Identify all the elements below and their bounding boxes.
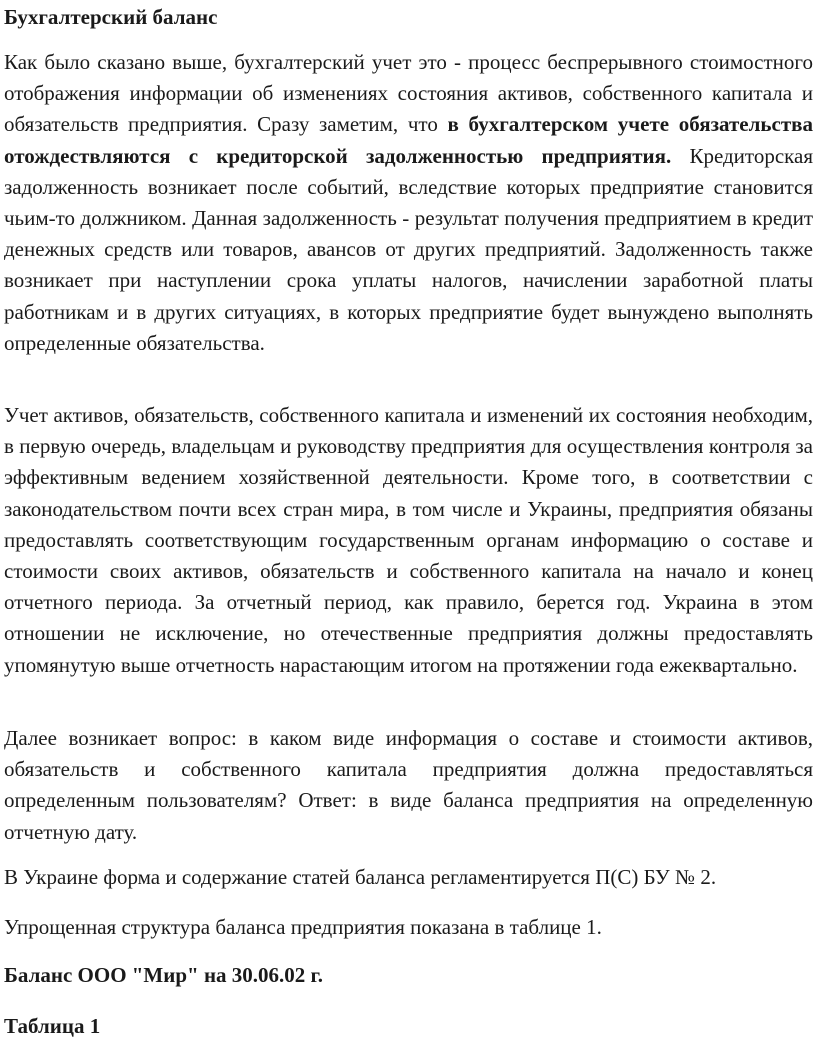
balance-heading: Баланс ООО "Мир" на 30.06.02 г.: [4, 963, 323, 987]
paragraph-text: Кредиторская задолженность возникает после событий, вследствие которых предприятие становится чьим-то должником. Данная задолженность - результат получения предприятием в кредит денежных средств или товаров, авансов от других предприятий. Задолженность также возникает при наступлении срока уплаты налогов, начислении заработной платы работникам и в других ситуациях, в которых предприятие будет вынуждено выполнять определенные обязательства.: [4, 143, 814, 355]
document-title: Бухгалтерский баланс: [4, 5, 218, 29]
table-caption: Таблица 1: [4, 1014, 101, 1038]
paragraph-text: Как было сказано выше, бухгалтерский учет это - процесс беспрерывного стоимостного отображения информации об изменениях состояния активов, собственного капитала и обязательств предприятия. Сразу заметим, что: [4, 50, 813, 137]
paragraph-liabilities: [4, 47, 813, 359]
paragraph-table-reference: Упрощенная структура баланса предприятия показана в таблице 1.: [4, 915, 602, 939]
paragraph-balance-question: Далее возникает вопрос: в каком виде информация о составе и стоимости активов, обязательств и собственного капитала предприятия должна предоставляться определенным пользователям? Ответ: в виде баланса предприятия на определенную отчетную дату.: [4, 726, 813, 844]
paragraph-regulation: В Украине форма и содержание статей баланса регламентируется П(С) БУ № 2.: [4, 865, 717, 889]
paragraph-accounting-purpose: Учет активов, обязательств, собственного капитала и изменений их состояния необходим, в первую очередь, владельцам и руководству предприятия для осуществления контроля за эффективным ведением хозяйственной деятельности. Кроме того, в соответствии с законодательством почти всех стран мира, в том числе и Украины, предприятия обязаны предоставлять соответствующим государственным органам информацию о составе и стоимости своих активов, обязательств и собственного капитала на начало и конец отчетного периода. За отчетный период, как правило, берется год. Украина в этом отношении не исключение, но отечественные предприятия должны предоставлять упомянутую выше отчетность нарастающим итогом на протяжении года ежеквартально.: [4, 403, 813, 677]
bold-emphasis-text: в бухгалтерском учете обязательства отождествляются с кредиторской задолженностью предприятия.: [4, 112, 813, 168]
